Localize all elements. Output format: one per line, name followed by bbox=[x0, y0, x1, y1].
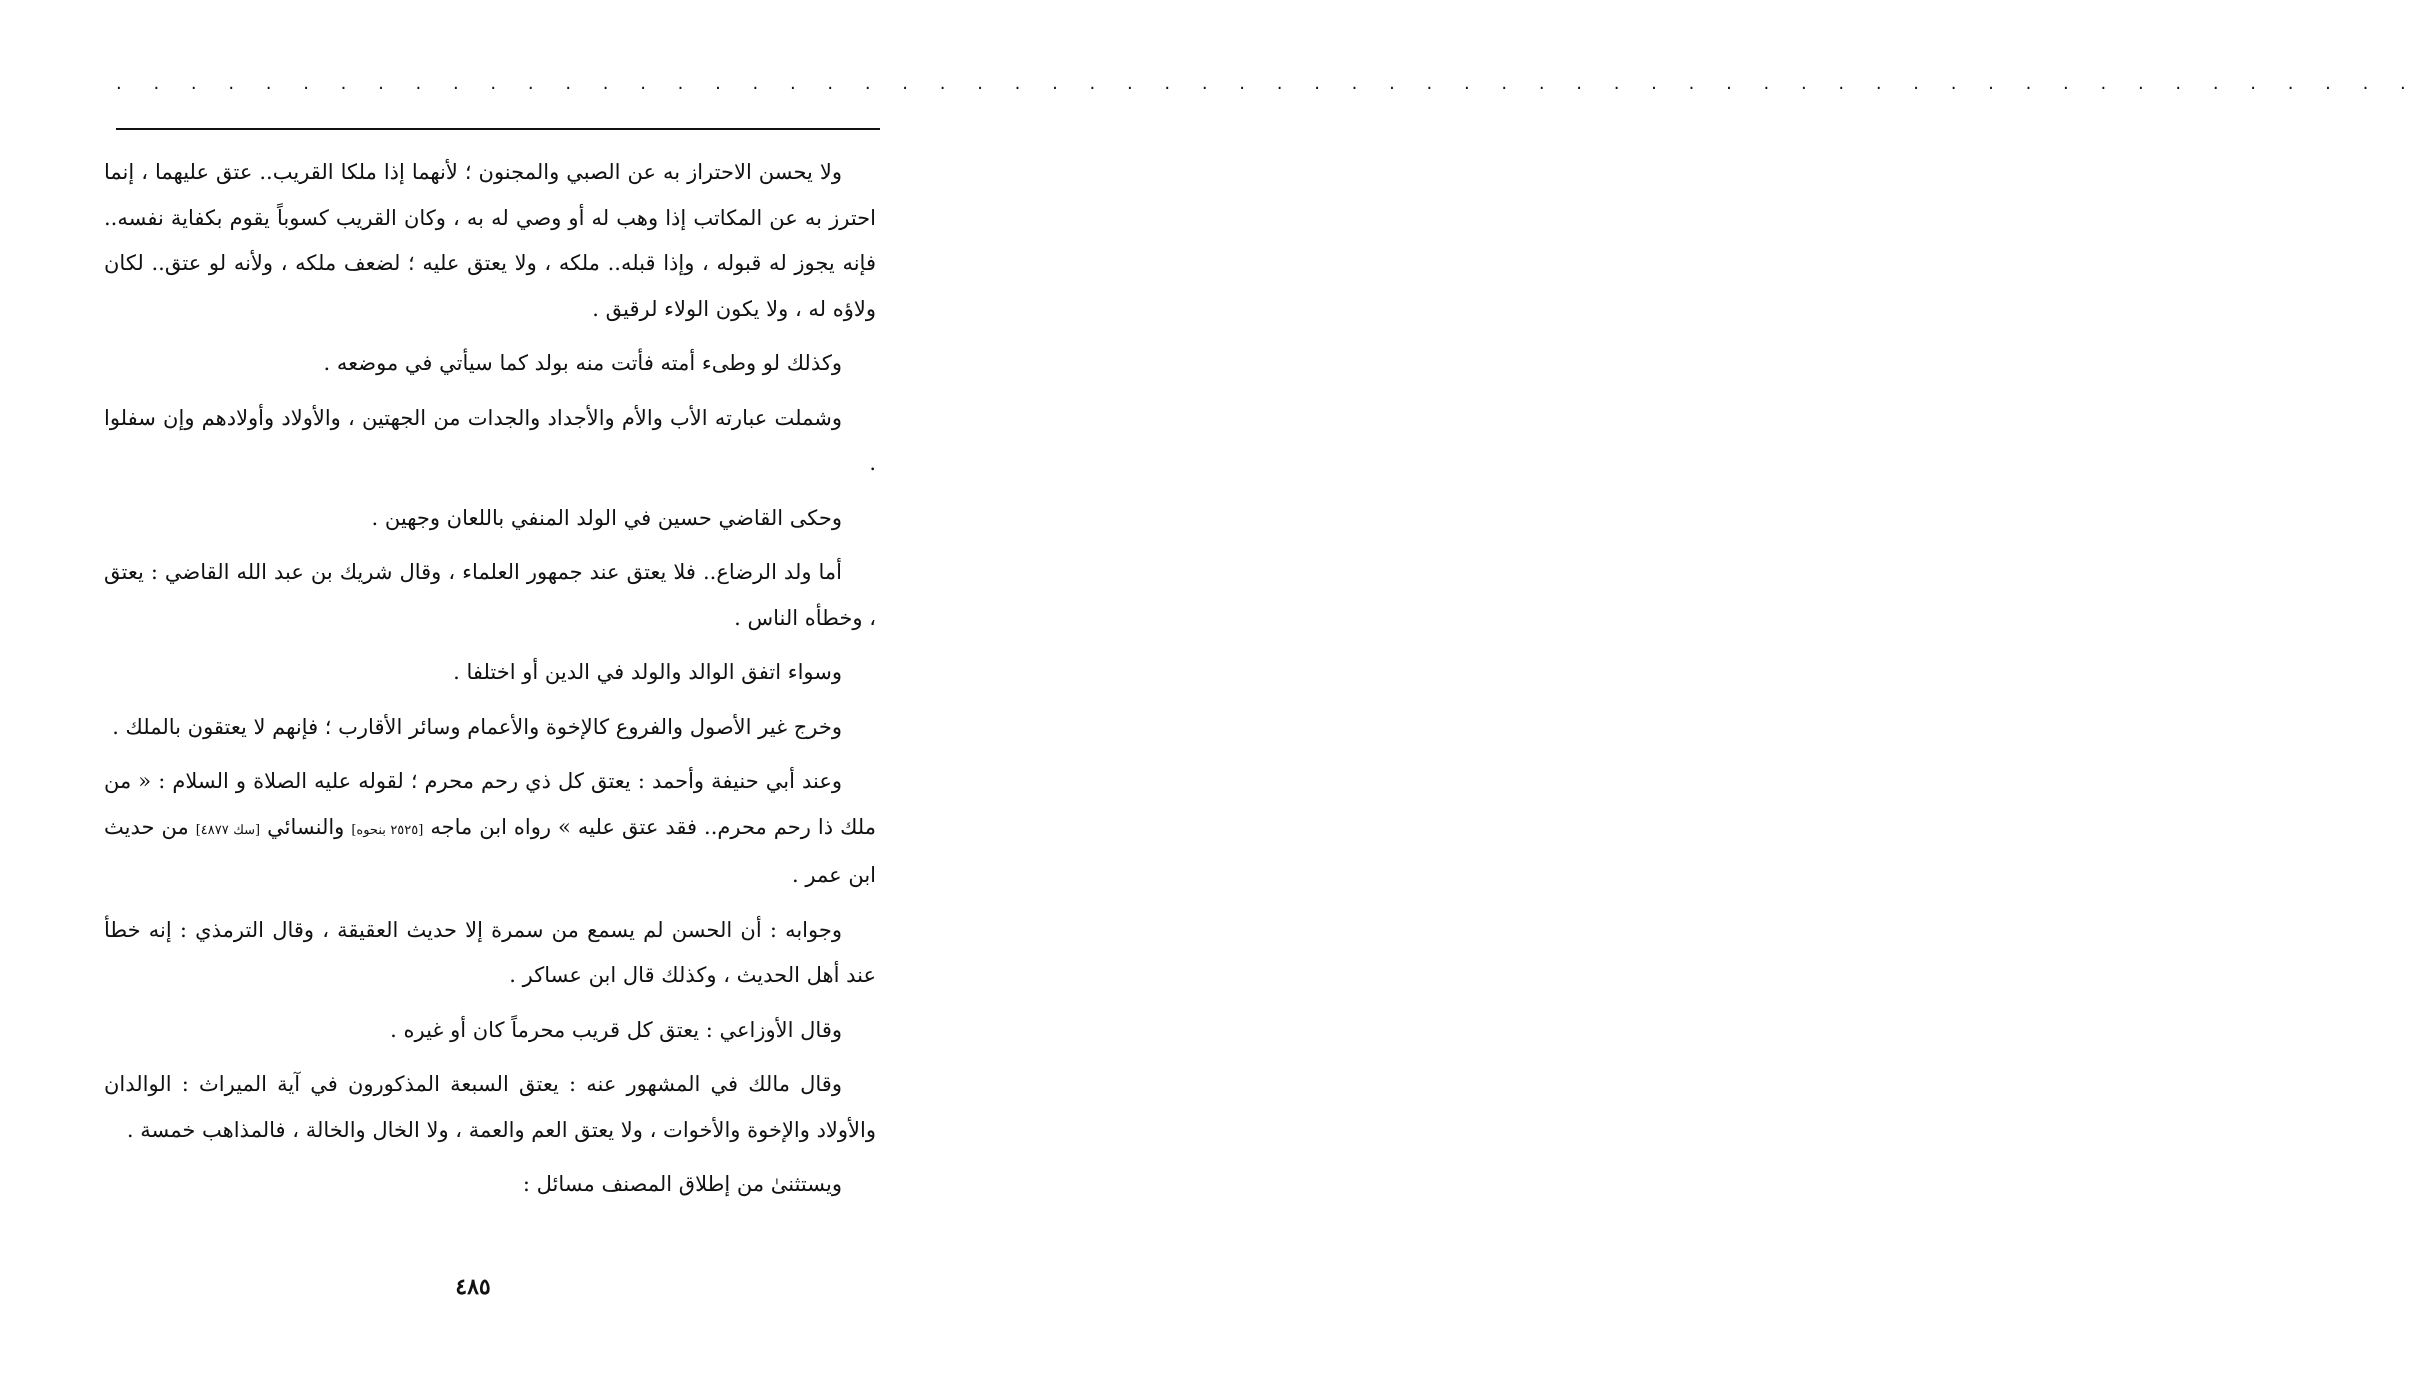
paragraph-12: ويستثنىٰ من إطلاق المصنف مسائل : bbox=[522, 1172, 842, 1196]
paragraph-6: وسواء اتفق الوالد والولد في الدين أو اختلفا . bbox=[453, 660, 842, 684]
reference-ibn-majah: [٢٥٢٥ بنحوه] bbox=[351, 822, 424, 838]
paragraph-hadith bbox=[104, 759, 876, 899]
paragraph-3: وشملت عبارته الأب والأم والأجداد والجدات من الجهتين ، والأولاد وأولادهم وإن سفلوا . bbox=[104, 405, 876, 475]
paragraph-4: وحكى القاضي حسين في الولد المنفي باللعان وجهين . bbox=[371, 505, 842, 530]
page-number: ٤٨٥ bbox=[455, 1274, 491, 1300]
main-text bbox=[104, 150, 876, 1208]
reference-nasai: [سك ٤٨٧٧] bbox=[195, 822, 261, 838]
paragraph-10: وقال الأوزاعي : يعتق كل قريب محرماً كان أو غيره . bbox=[390, 1017, 842, 1042]
paragraph-1: ولا يحسن الاحتراز به عن الصبي والمجنون ؛ لأنهما إذا ملكا القريب.. عتق عليهما ، إنما احترز به عن المكاتب إذا وهب له أو وصي له به ، وكان القريب كسوباً يقوم بكفاية نفسه.. فإنه يجوز له قبوله ، وإذا قبله.. ملكه ، ولا يعتق عليه ؛ لضعف ملكه ، ولأنه لو عتق.. لكان ولاؤه له ، ولا يكون الولاء لرقيق . bbox=[104, 160, 876, 321]
paragraph-2: وكذلك لو وطىء أمته فأتت منه بولد كما سيأتي في موضعه . bbox=[323, 351, 842, 375]
hadith-text-2: والنسائي bbox=[260, 814, 352, 839]
header-rule bbox=[116, 128, 880, 130]
paragraph-5: أما ولد الرضاع.. فلا يعتق عند جمهور العلماء ، وقال شريك بن عبد الله القاضي : يعتق ، وخطأه الناس . bbox=[104, 560, 876, 630]
hadith-text-3: من حديث ابن عمر . bbox=[104, 814, 876, 887]
paragraph-11: وقال مالك في المشهور عنه : يعتق السبعة المذكورون في آية الميراث : الوالدان والأولاد والإخوة والأخوات ، ولا يعتق العم والعمة ، ولا الخال والخالة ، فالمذاهب خمسة . bbox=[104, 1072, 876, 1142]
paragraph-7: وخرج غير الأصول والفروع كالإخوة والأعمام وسائر الأقارب ؛ فإنهم لا يعتقون بالملك . bbox=[112, 714, 842, 739]
header-dotted-line: . . . . . . . . . . . . . . . . . . . . . . . . . . . . . . . . . . . . . . . . . . . . . . . . . . . . . . . . . . . . . . bbox=[116, 73, 2419, 94]
hadith-text-1: وعند أبي حنيفة وأحمد : يعتق كل ذي رحم محرم ؛ لقوله عليه الصلاة و السلام : « من ملك ذا رحم محرم.. فقد عتق عليه » رواه ابن ماجه bbox=[104, 769, 876, 839]
paragraph-9: وجوابه : أن الحسن لم يسمع من سمرة إلا حديث العقيقة ، وقال الترمذي : إنه خطأ عند أهل الحديث ، وكذلك قال ابن عساكر . bbox=[104, 917, 876, 987]
